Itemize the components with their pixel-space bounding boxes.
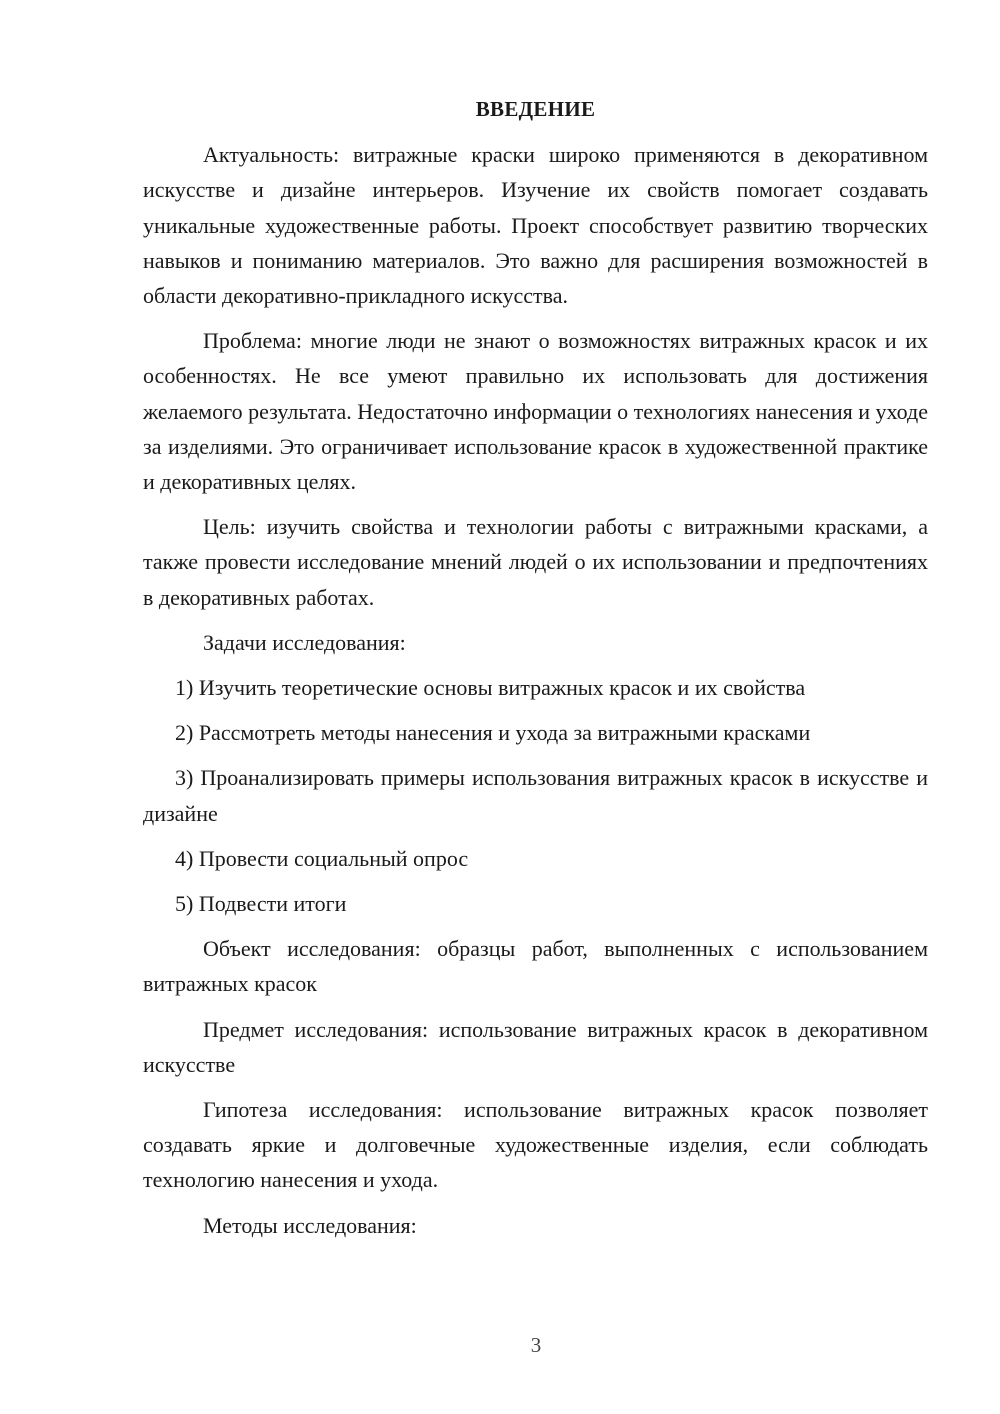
task-item-5: 5) Подвести итоги <box>175 891 347 917</box>
methods-heading: Методы исследования: <box>203 1212 417 1238</box>
task-item-3: 3) Проанализировать примеры использования витражных красок в искусстве и дизайне <box>143 765 928 826</box>
paragraph-subject: Предмет исследования: использование витражных красок в декоративном искусстве <box>143 1016 928 1077</box>
task-item-4: 4) Провести социальный опрос <box>175 845 469 871</box>
task-item-1: 1) Изучить теоретические основы витражных красок и их свойства <box>175 675 806 701</box>
page-number: 3 <box>530 1333 542 1357</box>
task-item-2: 2) Рассмотреть методы нанесения и ухода за витражными красками <box>175 720 811 746</box>
page-content <box>143 92 928 1253</box>
paragraph-goal: Цель: изучить свойства и технологии работы с витражными красками, а также провести исследование мнений людей о их использовании и предпочтениях в декоративных работах. <box>143 514 928 610</box>
paragraph-hypothesis: Гипотеза исследования: использование витражных красок позволяет создавать яркие и долговечные художественные изделия, если соблюдать технологию нанесения и ухода. <box>143 1097 928 1193</box>
tasks-heading: Задачи исследования: <box>203 629 406 655</box>
paragraph-problem: Проблема: многие люди не знают о возможностях витражных красок и их особенностях. Не все умеют правильно их использовать для достижения желаемого результата. Недостаточно информации о технологиях нанесения и уходе за изделиями. Это ограничивает использование красок в художественной практике и декоративных целях. <box>143 328 928 495</box>
paragraph-relevance: Актуальность: витражные краски широко применяются в декоративном искусстве и дизайне интерьеров. Изучение их свойств помогает создавать уникальные художественные работы. Проект способствует развитию творческих навыков и пониманию материалов. Это важно для расширения возможностей в области декоративно-прикладного искусства. <box>143 142 928 309</box>
paragraph-object: Объект исследования: образцы работ, выполненных с использованием витражных красок <box>143 936 928 997</box>
page-title: ВВЕДЕНИЕ <box>475 97 596 121</box>
